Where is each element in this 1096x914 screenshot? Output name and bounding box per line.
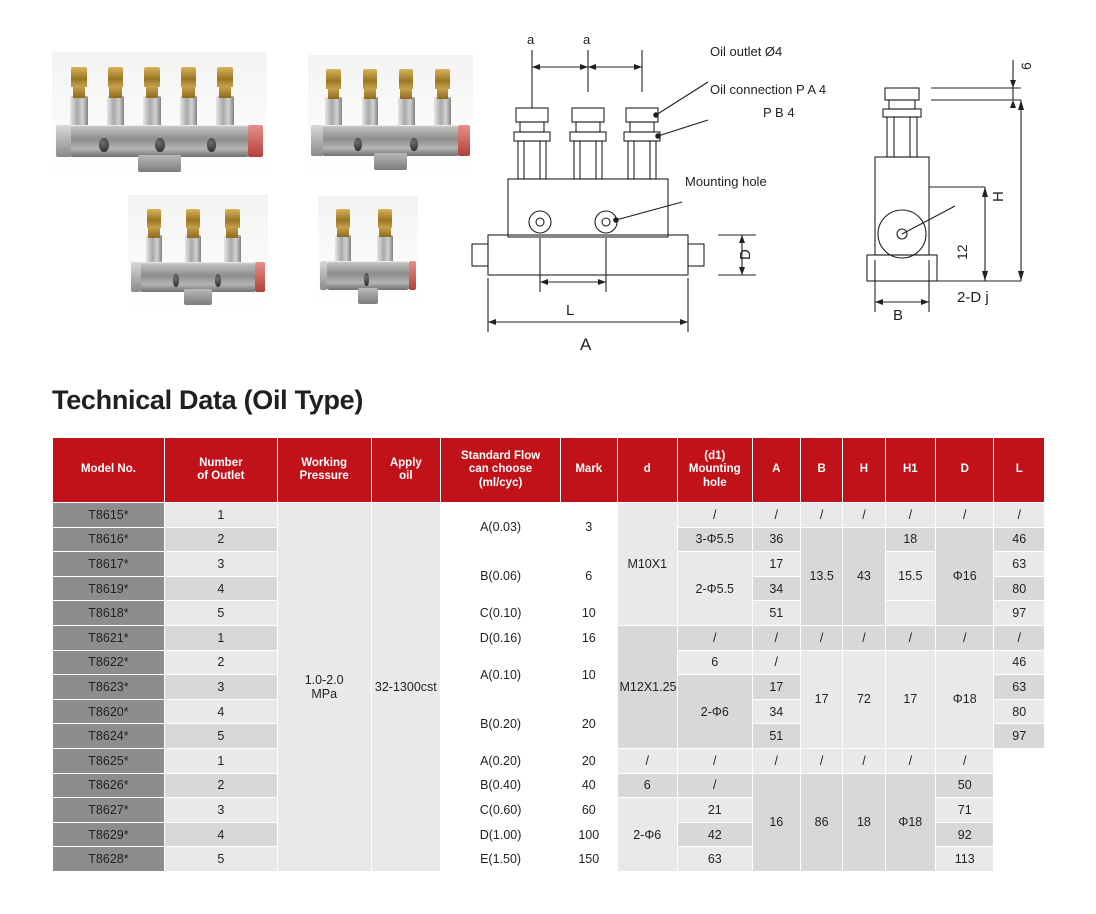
cell-outlets: 3 — [164, 798, 277, 823]
page-title: Technical Data (Oil Type) — [52, 385, 364, 415]
cell-mark: 10 — [561, 650, 617, 699]
cell-mark: 100 — [561, 822, 617, 847]
cell-model: T8622* — [53, 650, 165, 675]
cell-flow: E(1.50) — [441, 847, 561, 872]
svg-text:Oil outlet Ø4: Oil outlet Ø4 — [710, 44, 783, 59]
svg-text:Oil connection P A 4: Oil connection P A 4 — [710, 82, 827, 97]
cell-model: T8629* — [53, 822, 165, 847]
cell-B: / — [800, 503, 842, 528]
cell-mounting-hole: 2-Φ5.5 — [677, 552, 752, 626]
svg-text:A: A — [580, 335, 592, 350]
cell-L: 71 — [936, 798, 994, 823]
cell-H: / — [843, 503, 885, 528]
cell-model: T8626* — [53, 773, 165, 798]
cell-A: 34 — [752, 699, 800, 724]
cell-D: / — [936, 625, 994, 650]
svg-text:L: L — [566, 302, 575, 319]
cell-outlets: 2 — [164, 773, 277, 798]
table-header-row — [53, 438, 1045, 503]
cell-flow: A(0.03) — [441, 503, 561, 552]
cell-d: M12X1.25 — [617, 625, 677, 748]
cell-B: / — [752, 748, 800, 773]
table-row[interactable] — [53, 503, 1045, 528]
cell-flow: D(1.00) — [441, 822, 561, 847]
cell-A: / — [677, 748, 752, 773]
cell-L: 63 — [994, 675, 1045, 700]
side-view-drawing — [845, 20, 1060, 330]
cell-L: 46 — [994, 527, 1045, 552]
table-row[interactable] — [53, 625, 1045, 650]
cell-A: 51 — [752, 601, 800, 626]
front-view-drawing — [470, 20, 830, 350]
cell-A: 21 — [677, 798, 752, 823]
cell-D: / — [885, 748, 935, 773]
cell-mounting-hole: / — [677, 625, 752, 650]
cell-B: / — [800, 625, 842, 650]
col-A: A — [752, 438, 800, 503]
cell-working-pressure: 1.0-2.0 MPa — [277, 503, 371, 872]
cell-A: 42 — [677, 822, 752, 847]
svg-text:P B 4: P B 4 — [763, 105, 795, 120]
cell-outlets: 3 — [164, 552, 277, 577]
cell-mark: 3 — [561, 503, 617, 552]
col-d: d — [617, 438, 677, 503]
cell-D: Φ18 — [885, 773, 935, 871]
cell-L: 97 — [994, 724, 1045, 749]
cell-mounting-hole: 6 — [617, 773, 677, 798]
cell-outlets: 4 — [164, 822, 277, 847]
svg-text:D: D — [737, 249, 754, 260]
table-row[interactable] — [53, 748, 1045, 773]
cell-mounting-hole: 2-Φ6 — [617, 798, 677, 872]
cell-L: 80 — [994, 576, 1045, 601]
cell-H1: 18 — [885, 527, 935, 552]
cell-H: / — [800, 748, 842, 773]
cell-mark: 150 — [561, 847, 617, 872]
cell-D: Φ18 — [936, 650, 994, 748]
cell-mark: 16 — [561, 625, 617, 650]
cell-A: / — [752, 650, 800, 675]
product-photo-3-outlet — [128, 195, 268, 310]
cell-outlets: 2 — [164, 650, 277, 675]
cell-L: 50 — [936, 773, 994, 798]
cell-model: T8616* — [53, 527, 165, 552]
cell-model: T8627* — [53, 798, 165, 823]
cell-L: / — [994, 503, 1045, 528]
cell-flow: B(0.06) — [441, 552, 561, 601]
svg-text:6: 6 — [1018, 62, 1034, 70]
cell-mark: 20 — [561, 748, 617, 773]
cell-model: T8625* — [53, 748, 165, 773]
cell-mark: 40 — [561, 773, 617, 798]
cell-outlets: 1 — [164, 748, 277, 773]
cell-flow: A(0.10) — [441, 650, 561, 699]
table-row[interactable] — [53, 552, 1045, 577]
cell-A: 17 — [752, 552, 800, 577]
cell-mark: 60 — [561, 798, 617, 823]
cell-A: / — [752, 503, 800, 528]
col-H1: H1 — [885, 438, 935, 503]
col-number-of-outlet: Number of Outlet — [164, 438, 277, 503]
table-row[interactable] — [53, 650, 1045, 675]
col-B: B — [800, 438, 842, 503]
cell-H: 43 — [843, 527, 885, 625]
cell-mounting-hole: 3-Φ5.5 — [677, 527, 752, 552]
svg-text:2-D j: 2-D j — [957, 289, 989, 306]
cell-model: T8615* — [53, 503, 165, 528]
cell-flow: B(0.20) — [441, 699, 561, 748]
cell-H: / — [843, 625, 885, 650]
cell-mounting-hole: 2-Φ6 — [677, 675, 752, 749]
col-L: L — [994, 438, 1045, 503]
cell-L: 46 — [994, 650, 1045, 675]
cell-A: 51 — [752, 724, 800, 749]
cell-outlets: 1 — [164, 625, 277, 650]
cell-D: Φ16 — [936, 527, 994, 625]
cell-L: / — [936, 748, 994, 773]
cell-A: 63 — [677, 847, 752, 872]
product-illustrations — [0, 0, 1096, 370]
cell-B: 16 — [752, 773, 800, 871]
col-mark: Mark — [561, 438, 617, 503]
cell-mounting-hole: / — [617, 748, 677, 773]
cell-outlets: 3 — [164, 675, 277, 700]
table-row[interactable] — [53, 773, 1045, 798]
cell-model: T8628* — [53, 847, 165, 872]
table-row[interactable] — [53, 601, 1045, 626]
cell-flow: D(0.16) — [441, 625, 561, 650]
cell-A: 34 — [752, 576, 800, 601]
cell-model: T8621* — [53, 625, 165, 650]
cell-L: 92 — [936, 822, 994, 847]
cell-outlets: 5 — [164, 847, 277, 872]
cell-outlets: 2 — [164, 527, 277, 552]
cell-H1: / — [885, 503, 935, 528]
cell-outlets: 5 — [164, 724, 277, 749]
cell-outlets: 4 — [164, 699, 277, 724]
cell-H1: 18 — [843, 773, 885, 871]
cell-B: 13.5 — [800, 527, 842, 625]
col-H: H — [843, 438, 885, 503]
cell-model: T8624* — [53, 724, 165, 749]
cell-flow: B(0.40) — [441, 773, 561, 798]
cell-L: / — [994, 625, 1045, 650]
cell-L: 97 — [994, 601, 1045, 626]
cell-model: T8619* — [53, 576, 165, 601]
svg-text:12: 12 — [954, 244, 970, 260]
col-mounting-hole: (d1) Mounting hole — [677, 438, 752, 503]
cell-flow: A(0.20) — [441, 748, 561, 773]
col-model-no: Model No. — [53, 438, 165, 503]
cell-H1 — [885, 601, 935, 626]
cell-mounting-hole: 6 — [677, 650, 752, 675]
cell-A: 36 — [752, 527, 800, 552]
cell-H1: / — [843, 748, 885, 773]
cell-A: / — [752, 625, 800, 650]
product-photo-2-outlet — [318, 196, 418, 308]
cell-model: T8620* — [53, 699, 165, 724]
cell-flow: C(0.10) — [441, 601, 561, 626]
cell-apply-oil: 32-1300cst — [371, 503, 441, 872]
cell-H1: / — [885, 625, 935, 650]
cell-H: 86 — [800, 773, 842, 871]
cell-H1: 15.5 — [885, 552, 935, 601]
cell-mark: 10 — [561, 601, 617, 626]
cell-L: 80 — [994, 699, 1045, 724]
cell-H1: 17 — [885, 650, 935, 748]
cell-H: 72 — [843, 650, 885, 748]
col-D: D — [936, 438, 994, 503]
svg-text:H: H — [990, 191, 1007, 202]
cell-B: 17 — [800, 650, 842, 748]
product-photo-4-outlet — [308, 55, 473, 175]
col-standard-flow: Standard Flow can choose (ml/cyc) — [441, 438, 561, 503]
cell-outlets: 5 — [164, 601, 277, 626]
cell-d: M10X1 — [617, 503, 677, 626]
cell-mark: 6 — [561, 552, 617, 601]
cell-flow: C(0.60) — [441, 798, 561, 823]
col-working-pressure: Working Pressure — [277, 438, 371, 503]
cell-A: / — [677, 773, 752, 798]
dim-a-label-2: a — [583, 32, 591, 47]
cell-model: T8623* — [53, 675, 165, 700]
cell-model: T8618* — [53, 601, 165, 626]
cell-outlets: 1 — [164, 503, 277, 528]
cell-mounting-hole: / — [677, 503, 752, 528]
cell-L: 113 — [936, 847, 994, 872]
technical-data-table — [52, 437, 1045, 872]
svg-text:Mounting hole: Mounting hole — [685, 174, 767, 189]
col-apply-oil: Apply oil — [371, 438, 441, 503]
product-photo-5-outlet — [52, 52, 267, 177]
cell-L: 63 — [994, 552, 1045, 577]
cell-outlets: 4 — [164, 576, 277, 601]
cell-mark: 20 — [561, 699, 617, 748]
dim-a-label-1: a — [527, 32, 535, 47]
svg-text:B: B — [893, 307, 904, 324]
cell-D: / — [936, 503, 994, 528]
cell-A: 17 — [752, 675, 800, 700]
cell-model: T8617* — [53, 552, 165, 577]
